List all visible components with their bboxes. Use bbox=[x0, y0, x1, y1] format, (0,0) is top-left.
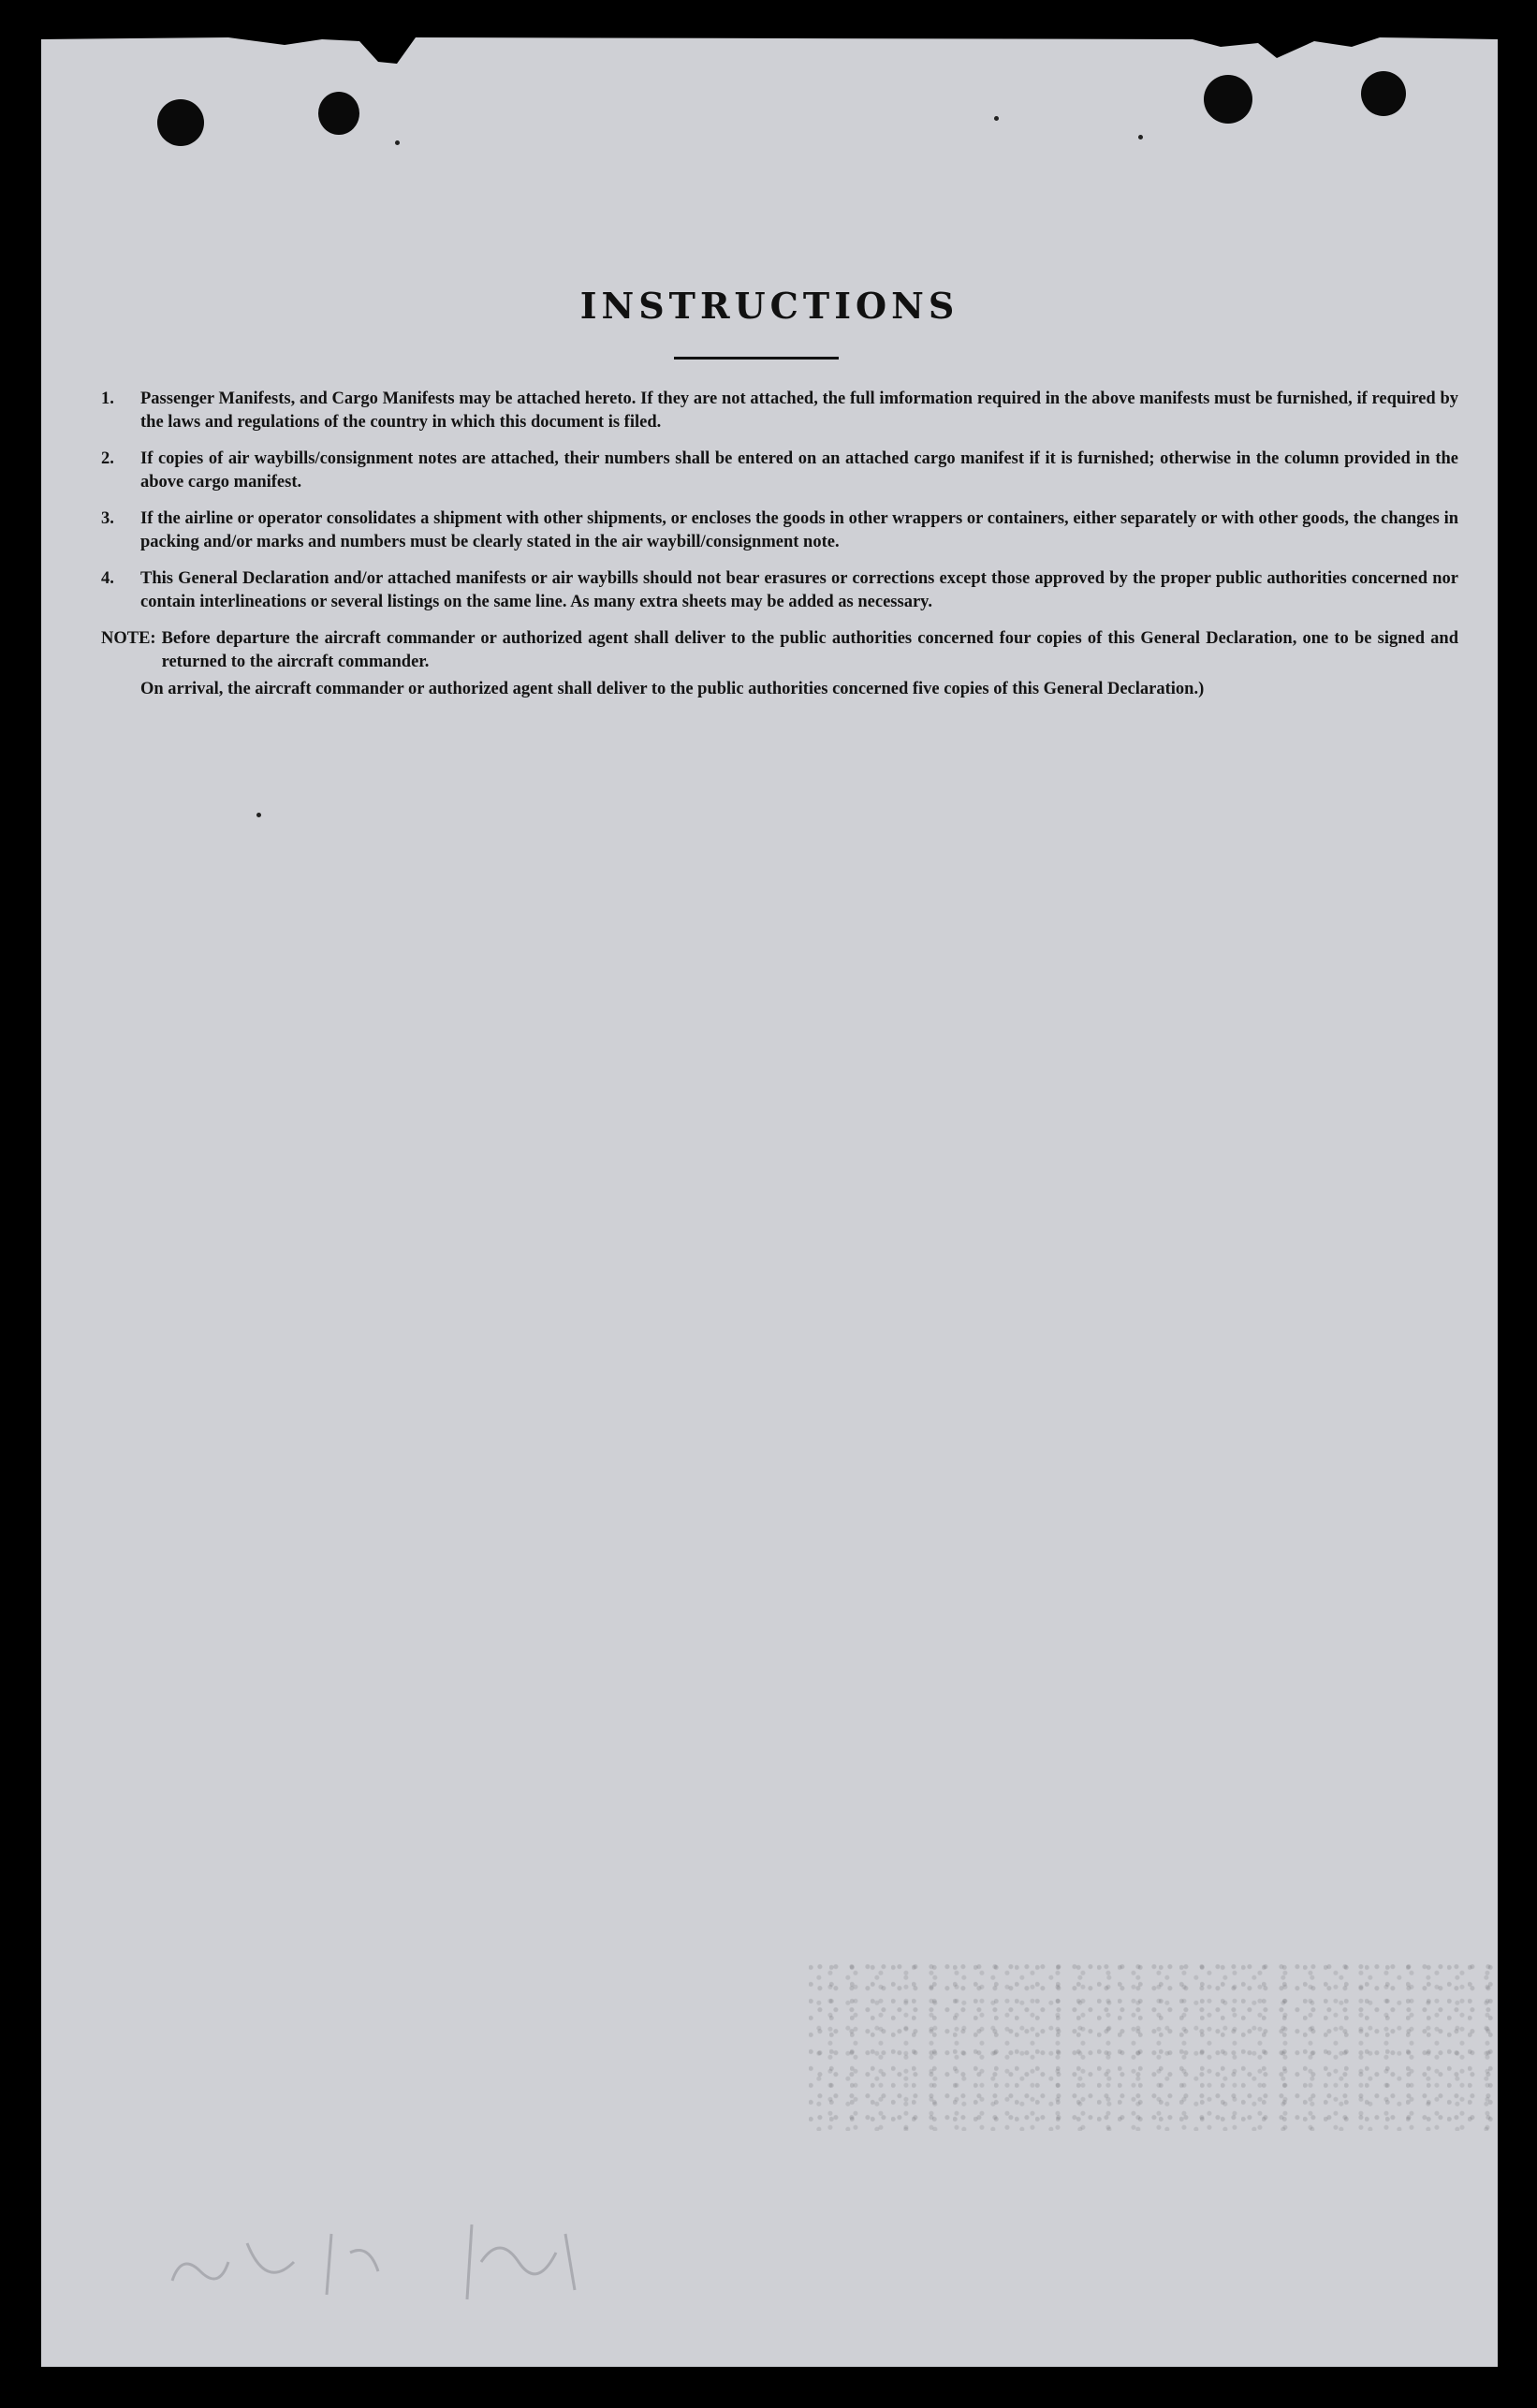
speck bbox=[994, 116, 999, 121]
punch-hole bbox=[1204, 75, 1252, 124]
instruction-text: If copies of air waybills/consignment notes are attached, their numbers shall be entered on an attached cargo manifest if it is furnished; otherwise in the column provided in the above cargo manifest. bbox=[140, 449, 1458, 492]
speck bbox=[395, 140, 400, 145]
instruction-item bbox=[101, 448, 1458, 494]
punch-hole bbox=[1361, 71, 1406, 116]
note-block bbox=[101, 627, 1458, 674]
instruction-number: 4. bbox=[101, 569, 114, 588]
instruction-number: 2. bbox=[101, 449, 114, 468]
instructions-body bbox=[101, 388, 1458, 701]
note-label: NOTE: bbox=[101, 629, 156, 648]
instruction-item bbox=[101, 388, 1458, 434]
speck bbox=[256, 813, 261, 817]
instruction-item bbox=[101, 567, 1458, 614]
speck bbox=[1138, 135, 1143, 139]
punch-hole bbox=[157, 99, 204, 146]
note-continuation: On arrival, the aircraft commander or authorized agent shall deliver to the public authorities concerned five copies of this General Declaration.) bbox=[140, 680, 1205, 698]
instruction-text: If the airline or operator consolidates a shipment with other shipments, or encloses the goods in other wrappers or containers, either separately or with other goods, the changes in packing and/or marks and numbers must be clearly stated in the air waybill/consignment note. bbox=[140, 509, 1458, 551]
punch-hole bbox=[318, 92, 359, 135]
title-underline bbox=[674, 357, 839, 360]
instruction-item bbox=[101, 507, 1458, 554]
instruction-text: This General Declaration and/or attached manifests or air waybills should not bear erasures or corrections except those approved by the proper public authorities concerned nor contain interlineations or several listings on the same line. As many extra sheets may be added as necessary. bbox=[140, 569, 1458, 611]
torn-top-edge bbox=[41, 34, 1498, 75]
scan-noise bbox=[809, 1962, 1498, 2131]
instruction-number: 3. bbox=[101, 509, 114, 528]
page-title: INSTRUCTIONS bbox=[579, 285, 959, 327]
instruction-text: Passenger Manifests, and Cargo Manifests may be attached hereto. If they are not attached, the full imformation required in the above manifests must be furnished, if required by the laws and regulations of the country in which this document is filed. bbox=[140, 389, 1458, 432]
instruction-number: 1. bbox=[101, 389, 114, 408]
faint-handwriting bbox=[163, 2206, 612, 2309]
note-text: Before departure the aircraft commander or authorized agent shall deliver to the public authorities concerned four copies of this General Declaration, one to be signed and returned to the aircraft commander. bbox=[161, 629, 1458, 671]
document-page bbox=[41, 34, 1498, 2367]
